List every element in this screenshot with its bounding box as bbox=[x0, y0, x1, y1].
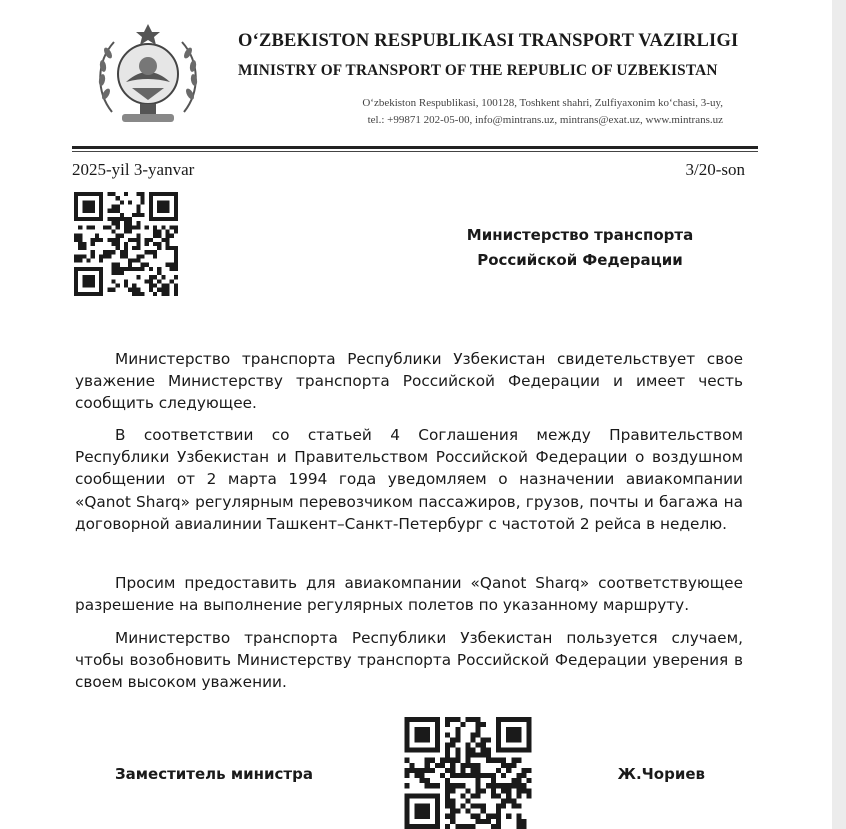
ministry-contacts: tel.: +99871 202-05-00, info@mintrans.uz, mintrans@exat.uz, www.mintrans.uz bbox=[367, 114, 723, 126]
addressee-line: Российской Федерации bbox=[477, 251, 683, 269]
addressee-block bbox=[440, 223, 720, 273]
ministry-name-uzbek: O‘ZBEKISTON RESPUBLIKASI TRANSPORT VAZIRLIGI bbox=[238, 31, 739, 51]
signatory-title: Заместитель министра bbox=[115, 765, 313, 783]
page-edge-shadow bbox=[832, 0, 846, 829]
uzbekistan-state-emblem-icon bbox=[92, 22, 204, 134]
header-rule-thin bbox=[72, 151, 758, 152]
body-paragraph: В соответствии со статьей 4 Соглашения между Правительством Республики Узбекистан и Правительством Российской Федерации о воздушном сообщении от 2 марта 1994 года уведомляем о назначении авиакомпании «Qanot Sharq» регулярным перевозчиком пассажиров, грузов, почты и багажа на договорной авиалинии Ташкент–Санкт-Петербург с частотой 2 рейса в неделю. bbox=[75, 426, 743, 533]
ministry-name-english: MINISTRY OF TRANSPORT OF THE REPUBLIC OF UZBEKISTAN bbox=[238, 62, 718, 79]
letter-number: 3/20-son bbox=[685, 160, 745, 179]
addressee-line: Министерство транспорта bbox=[466, 226, 694, 244]
body-paragraph: Министерство транспорта Республики Узбекистан пользуется случаем, чтобы возобновить Министерству транспорта Российской Федерации уверения в своем высоком уважении. bbox=[75, 629, 743, 692]
qr-code-icon bbox=[73, 192, 179, 296]
header-rule-thick bbox=[72, 146, 758, 149]
letter-date: 2025-yil 3-yanvar bbox=[72, 160, 195, 179]
signatory-name: Ж.Чориев bbox=[617, 765, 705, 783]
body-paragraph: Министерство транспорта Республики Узбекистан свидетельствует свое уважение Министерству транспорта Российской Федерации и имеет честь сообщить следующее. bbox=[75, 350, 743, 413]
body-paragraph: Просим предоставить для авиакомпании «Qanot Sharq» соответствующее разрешение на выполнение регулярных полетов по указанному маршруту. bbox=[75, 574, 743, 615]
ministry-address: O‘zbekiston Respublikasi, 100128, Toshkent shahri, Zulfiyaxonim ko‘chasi, 3-uy, bbox=[362, 97, 723, 109]
signature-qr-code-icon bbox=[404, 717, 532, 829]
